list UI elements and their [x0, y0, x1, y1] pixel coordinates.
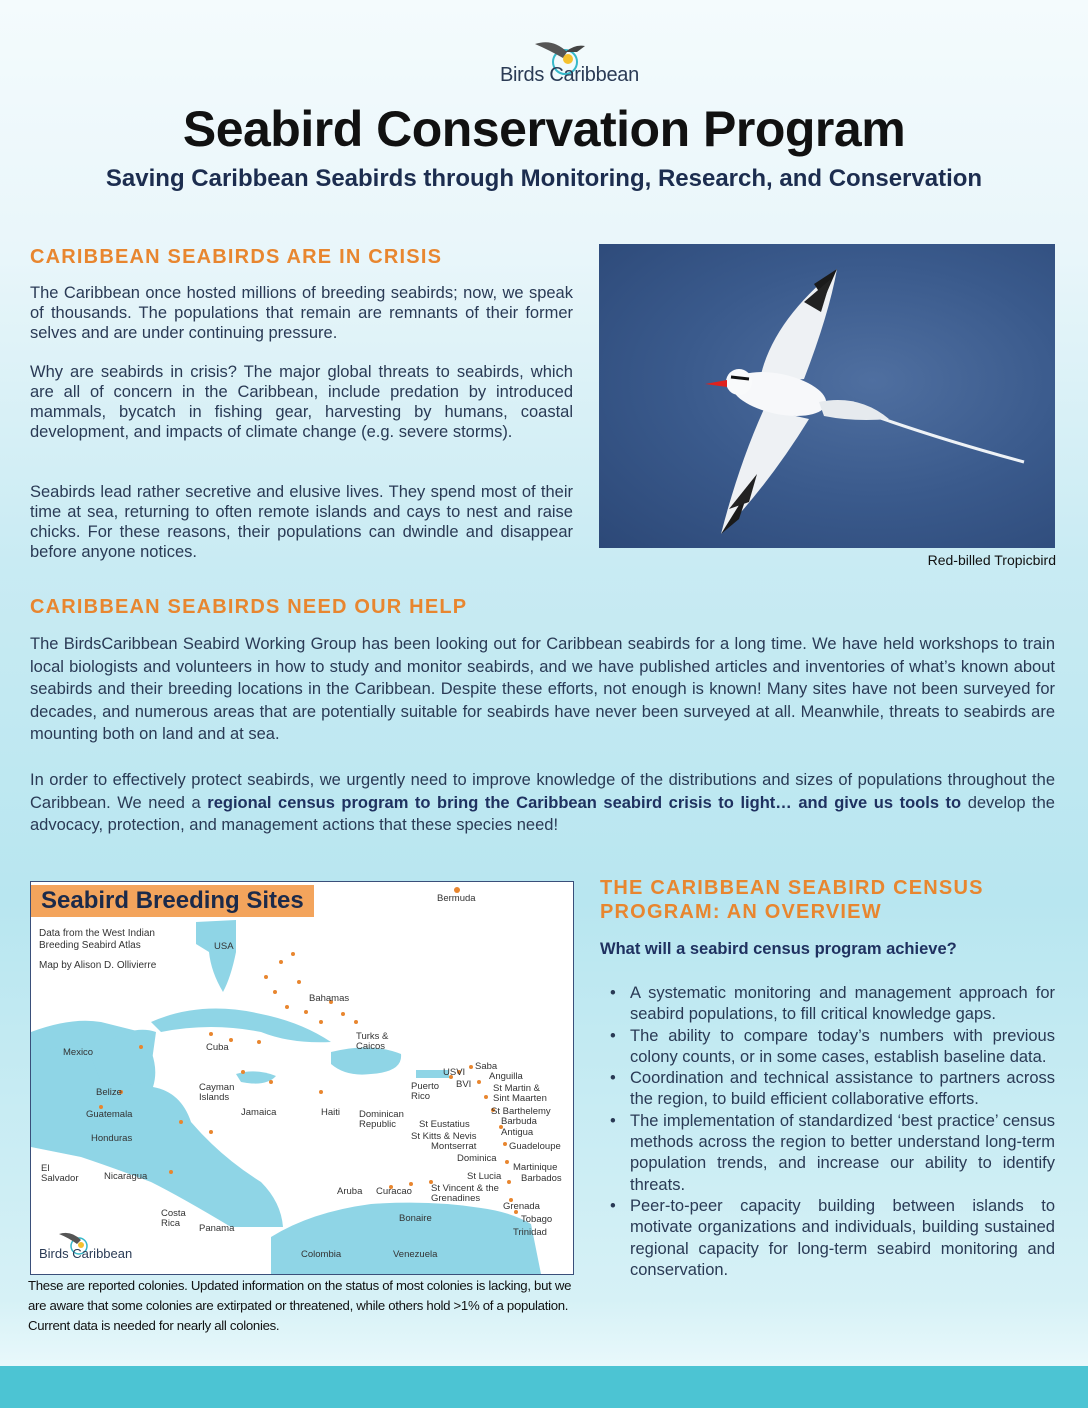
map-label-cayman: Cayman Islands	[199, 1082, 235, 1103]
map-label-dominican: Dominican Republic	[359, 1109, 404, 1130]
map-label-honduras: Honduras	[91, 1133, 133, 1144]
map-label-usa: USA	[214, 941, 234, 952]
map-label-turks: Turks & Caicos	[356, 1031, 389, 1052]
map-label-grenada: Grenada	[503, 1201, 540, 1212]
page-subtitle: Saving Caribbean Seabirds through Monitoring, Research, and Conservation	[105, 165, 983, 192]
help-paragraph-1: The BirdsCaribbean Seabird Working Group has been looking out for Caribbean seabirds for a long time. We have held workshops to train local biologists and volunteers in how to study and monitor seabirds, and we have published articles and inventories of what’s known about seabirds and their breeding locations in the Caribbean. Despite these efforts, not enough is known! Many sites have not been surveyed for decades, and numerous areas that are potentially suitable for seabirds have never been surveyed at all. Meanwhile, threats to seabirds are mounting both on land and at sea.	[30, 635, 1055, 744]
map-label-mexico: Mexico	[63, 1047, 94, 1058]
list-item	[600, 1111, 1055, 1196]
list-item	[600, 1026, 1055, 1069]
map-label-montserrat: Montserrat	[431, 1141, 477, 1152]
map-label-steustatius: St Eustatius	[419, 1119, 470, 1130]
map-label-jamaica: Jamaica	[241, 1107, 277, 1118]
map-label-belize: Belize	[96, 1087, 122, 1098]
bullet-icon: •	[610, 1196, 616, 1215]
bullet-icon: •	[610, 984, 616, 1002]
map-label-panama: Panama	[199, 1223, 235, 1234]
map-label-stvincent: St Vincent & the Grenadines	[431, 1183, 499, 1204]
map-label-guadeloupe: Guadeloupe	[509, 1141, 561, 1152]
crisis-paragraph-3: Seabirds lead rather secretive and elusive lives. They spend most of their time at sea, returning to often remote islands and cays to nest and raise chicks. For these reasons, their populations can dwindle and disappear before anyone notices.	[30, 483, 573, 561]
seabird-breeding-sites-map	[30, 881, 574, 1275]
bullet-text: Coordination and technical assistance to partners across the region, to build efficient collaborative efforts.	[630, 1069, 1055, 1109]
tropicbird-illustration	[599, 244, 1055, 548]
map-logo	[39, 1230, 159, 1266]
list-item	[600, 983, 1055, 1026]
map-label-barbuda: Barbuda	[501, 1116, 537, 1127]
map-label-trinidad: Trinidad	[513, 1227, 547, 1238]
map-label-antigua: Antigua	[501, 1127, 534, 1138]
map-label-puertorico: Puerto Rico	[411, 1081, 439, 1102]
map-label-tobago: Tobago	[521, 1214, 553, 1225]
map-label-nicaragua: Nicaragua	[104, 1171, 148, 1182]
bullet-text: The implementation of standardized ‘best practice’ census methods across the region to better understand long-term population trends, and increase our ability to identify threats.	[630, 1111, 1055, 1194]
map-title: Seabird Breeding Sites	[31, 885, 314, 917]
page-title: Seabird Conservation Program	[182, 101, 906, 157]
map-label-stkitts: St Kitts & Nevis	[411, 1131, 477, 1142]
map-label-martinique: Martinique	[513, 1162, 558, 1173]
section-heading-crisis: CARIBBEAN SEABIRDS ARE IN CRISIS	[30, 246, 443, 268]
map-label-barbados: Barbados	[521, 1173, 562, 1184]
help-paragraph-2	[30, 769, 1055, 837]
map-label-curacao: Curacao	[376, 1186, 412, 1197]
list-item	[600, 1196, 1055, 1281]
overview-question: What will a seabird census program achieve?	[600, 940, 957, 958]
crisis-paragraph-1: The Caribbean once hosted millions of breeding seabirds; now, we speak of thousands. The populations that remain are remnants of their former selves and are under continuing pressure.	[30, 284, 573, 342]
map-label-bahamas: Bahamas	[309, 993, 350, 1004]
section-heading-overview	[600, 876, 984, 924]
map-label-colombia: Colombia	[301, 1249, 342, 1260]
map-label-stbarth: St Barthelemy	[491, 1106, 551, 1117]
map-label-bermuda: Bermuda	[437, 893, 476, 904]
map-label-guatemala: Guatemala	[86, 1109, 133, 1120]
bullet-text: A systematic monitoring and management approach for seabird populations, to fill critical knowledge gaps.	[630, 984, 1055, 1024]
crisis-paragraph-2: Why are seabirds in crisis? The major global threats to seabirds, which are all of concern in the Caribbean, include predation by introduced mammals, bycatch in fishing gear, harvesting by humans, coastal development, and impacts of climate change (e.g. severe storms).	[30, 363, 573, 441]
map-label-cuba: Cuba	[206, 1042, 229, 1053]
bullet-text: Peer-to-peer capacity building between islands to motivate organizations and individuals, building sustained regional capacity for long-term seabird monitoring and conservation.	[630, 1196, 1055, 1279]
logo-text: Birds Caribbean	[500, 64, 639, 86]
section-heading-help: CARIBBEAN SEABIRDS NEED OUR HELP	[30, 596, 468, 618]
map-credit: Map by Alison D. Ollivierre	[39, 960, 157, 971]
map-logo-text: Birds Caribbean	[39, 1246, 133, 1261]
bullet-icon: •	[610, 1069, 616, 1088]
map-label-anguilla: Anguilla	[489, 1071, 523, 1082]
help-paragraph-2-bold: regional census program to bring the Caribbean seabird crisis to light… and give us tools to	[207, 793, 962, 812]
map-source: Data from the West Indian Breeding Seabird Atlas	[39, 928, 155, 951]
overview-heading-line-2: PROGRAM: AN OVERVIEW	[600, 901, 882, 923]
map-caption: These are reported colonies. Updated information on the status of most colonies is lacking, but we are aware that some colonies are extirpated or threatened, while others hold >1% of a population. Current data is needed for nearly all colonies.	[28, 1278, 572, 1333]
birdscaribbean-logo	[495, 36, 655, 96]
list-item	[600, 1068, 1055, 1111]
overview-heading-line-1: THE CARIBBEAN SEABIRD CENSUS	[600, 877, 984, 899]
photo-caption: Red-billed Tropicbird	[927, 552, 1056, 568]
map-label-stlucia: St Lucia	[467, 1171, 502, 1182]
help-paragraph-2-start: In order to effectively protect seabirds, we urgently need to improve knowledge of the distributions and sizes of populations throughout the Caribbean. We need a	[30, 771, 1055, 812]
bullet-text: The ability to compare today’s numbers with previous colony counts, or in some cases, establish baseline data.	[630, 1026, 1055, 1066]
map-label-aruba: Aruba	[337, 1186, 363, 1197]
map-label-bvi: BVI	[456, 1079, 472, 1090]
map-label-dominica: Dominica	[457, 1153, 497, 1164]
map-label-elsalvador: El Salvador	[41, 1163, 79, 1184]
map-label-haiti: Haiti	[321, 1107, 341, 1118]
map-label-venezuela: Venezuela	[393, 1249, 438, 1260]
overview-bullet-list	[600, 983, 1055, 1281]
map-label-bonaire: Bonaire	[399, 1213, 432, 1224]
tropicbird-photo	[599, 244, 1055, 548]
map-label-costarica: Costa Rica	[161, 1208, 186, 1229]
map-label-stmartin: St Martin & Sint Maarten	[493, 1083, 547, 1104]
map-label-saba: Saba	[475, 1061, 498, 1072]
map-label-usvi: USVI	[443, 1067, 466, 1078]
bullet-icon: •	[610, 1111, 616, 1130]
bullet-icon: •	[610, 1026, 616, 1045]
help-paragraph-2-end: develop the advocacy, protection, and management actions that these species need!	[30, 793, 1055, 835]
footer-bar	[0, 1366, 1088, 1408]
